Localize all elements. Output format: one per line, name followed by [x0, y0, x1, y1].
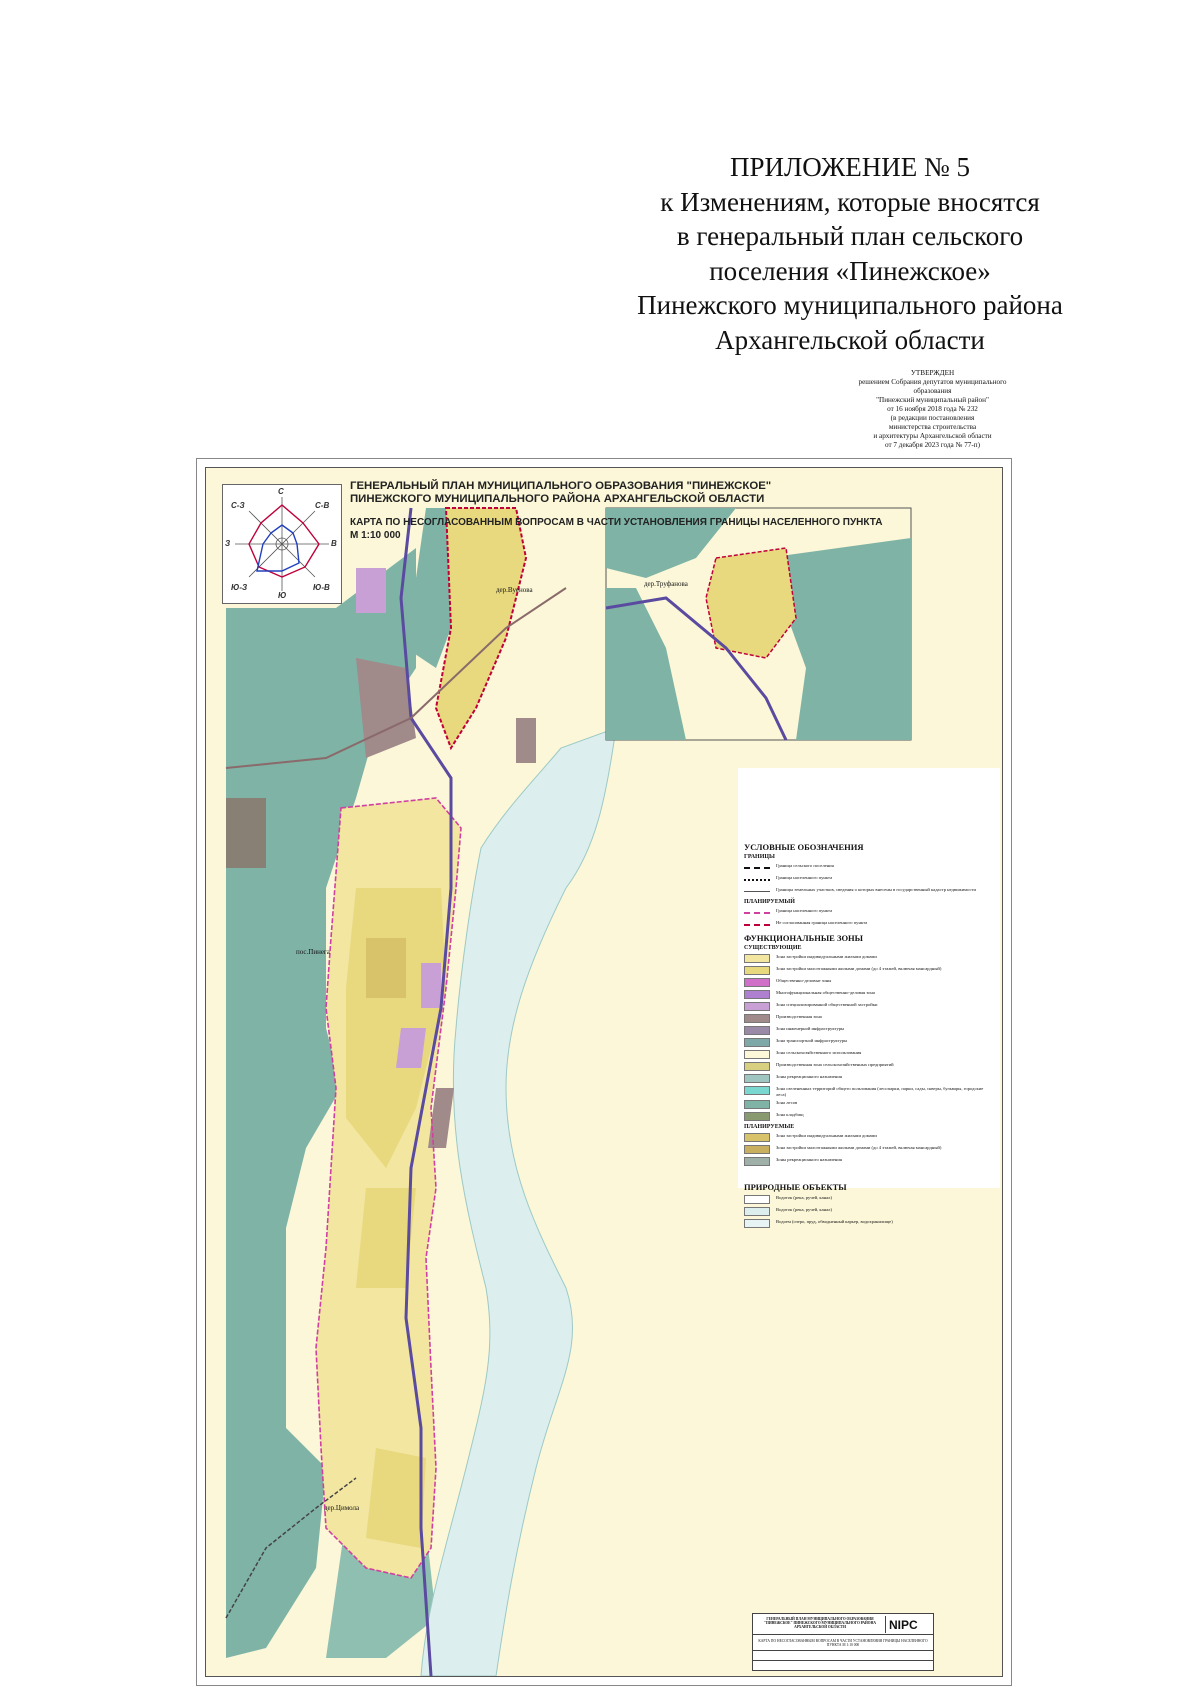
legend-label: Зона сельскохозяйственного использования — [776, 1050, 862, 1055]
compass-nw: С-З — [231, 501, 245, 510]
legend-item — [744, 1074, 994, 1083]
legend-swatch — [744, 1195, 770, 1204]
approval-line: "Пинежский муниципальный район" — [876, 396, 989, 404]
legend-nature-heading: ПРИРОДНЫЕ ОБЪЕКТЫ — [744, 1182, 847, 1192]
map-subtitle: КАРТА ПО НЕСОГЛАСОВАННЫМ ВОПРОСАМ В ЧАСТИ УСТАНОВЛЕНИЯ ГРАНИЦЫ НАСЕЛЕННОГО ПУНКТА — [350, 517, 883, 528]
legend-label: Границы земельных участков, сведения о которых внесены в государственный кадастр недвижимости — [776, 887, 976, 892]
legend-existing-heading: СУЩЕСТВУЮЩИЕ — [744, 945, 802, 951]
legend-swatch — [744, 990, 770, 999]
legend-item — [744, 1100, 994, 1109]
legend-label: Общественно-деловые зоны — [776, 978, 832, 983]
wind-rose — [222, 484, 342, 604]
legend-zones-heading: ФУНКЦИОНАЛЬНЫЕ ЗОНЫ — [744, 933, 864, 943]
legend-item — [744, 1112, 994, 1121]
compass-s: Ю — [278, 591, 287, 600]
approval-line: УТВЕРЖДЕН — [910, 369, 955, 377]
legend-item — [744, 966, 994, 975]
compass-sw: Ю-З — [231, 583, 248, 592]
legend-item — [744, 1157, 994, 1166]
legend-label: Не согласованная граница населенного пункта — [776, 920, 868, 925]
title-block-sheet-title: КАРТА ПО НЕСОГЛАСОВАННЫМ ВОПРОСАМ В ЧАСТИ УСТАНОВЛЕНИЯ ГРАНИЦЫ НАСЕЛЕННОГО ПУНКТА М 1:10 000 — [758, 1639, 928, 1648]
compass-e: В — [331, 539, 337, 548]
legend-planned-zone-list — [744, 1133, 994, 1166]
approval-note — [840, 369, 1025, 450]
legend-label: Зона озелененных территорий общего пользования (лесопарки, парки, сады, скверы, бульвары, городские леса) — [776, 1086, 984, 1097]
map-scale: М 1:10 000 — [350, 530, 401, 541]
legend-item — [744, 1219, 994, 1228]
approval-line: от 7 декабря 2023 года № 77-п) — [884, 441, 981, 449]
legend-item — [744, 875, 994, 884]
legend-heading: УСЛОВНЫЕ ОБОЗНАЧЕНИЯ — [744, 842, 864, 852]
appendix-line: поселения «Пинежское» — [709, 255, 991, 286]
compass-w: З — [225, 539, 231, 548]
map-title-line: ПИНЕЖСКОГО МУНИЦИПАЛЬНОГО РАЙОНА АРХАНГЕЛЬСКОЙ ОБЛАСТИ — [350, 493, 765, 505]
legend-zone-list — [744, 954, 994, 1121]
place-label-vyinovo: дер.Вуенова — [496, 586, 533, 594]
approval-line: (в редакции постановления — [890, 414, 975, 422]
title-block-divider — [753, 1634, 933, 1635]
public-zone-center-2 — [396, 1028, 426, 1068]
legend-line-swatch — [744, 920, 770, 929]
legend-item — [744, 1195, 994, 1204]
legend-swatch — [744, 1086, 770, 1095]
approval-line: образования — [913, 387, 952, 395]
legend-item — [744, 1002, 994, 1011]
place-label-tsimola: дер.Цимола — [324, 1504, 360, 1512]
legend-line-swatch — [744, 887, 770, 896]
legend-item — [744, 1026, 994, 1035]
appendix-line: Архангельской области — [715, 324, 985, 355]
legend-label: Зона лесов — [776, 1100, 798, 1105]
appendix-title: ПРИЛОЖЕНИЕ № 5 — [729, 152, 971, 182]
compass-se: Ю-В — [313, 583, 330, 592]
legend-swatch — [744, 954, 770, 963]
legend-bounds-heading: ГРАНИЦЫ — [744, 854, 775, 860]
map-legend — [744, 838, 994, 1231]
legend-label: Водоток (река, ручей, канал) — [776, 1207, 832, 1212]
legend-item — [744, 954, 994, 963]
compass-n: С — [278, 487, 284, 496]
industrial-zone-east — [516, 718, 536, 763]
legend-swatch — [744, 1219, 770, 1228]
legend-label: Зона кладбищ — [776, 1112, 804, 1117]
title-block-org: ГЕНЕРАЛЬНЫЙ ПЛАН МУНИЦИПАЛЬНОГО ОБРАЗОВАНИЯ "ПИНЕЖСКОЕ" ПИНЕЖСКОГО МУНИЦИПАЛЬНОГО РАЙОНА АРХАНГЕЛЬСКОЙ ОБЛАСТИ — [764, 1617, 876, 1630]
appendix-line: в генеральный план сельского — [676, 221, 1024, 251]
legend-label: Зона специализированной общественной застройки — [776, 1002, 878, 1007]
legend-swatch — [744, 966, 770, 975]
legend-swatch — [744, 978, 770, 987]
legend-swatch — [744, 1157, 770, 1166]
legend-swatch — [744, 1145, 770, 1154]
legend-swatch — [744, 1002, 770, 1011]
legend-item — [744, 1086, 994, 1097]
public-zone-center — [421, 963, 441, 1008]
title-block — [752, 1613, 934, 1671]
map-sheet — [196, 458, 1012, 1686]
legend-item — [744, 990, 994, 999]
residential-zone-tsimola — [366, 1448, 426, 1548]
place-label-trufanova: дер.Труфанова — [644, 580, 688, 588]
place-label-pinega: пос.Пинега — [296, 948, 330, 956]
legend-swatch — [744, 1026, 770, 1035]
approval-line: и архитектуры Архангельской области — [873, 432, 992, 440]
legend-label: Граница сельского поселения — [776, 863, 834, 868]
legend-nature-list — [744, 1195, 994, 1228]
legend-swatch — [744, 1207, 770, 1216]
legend-label: Производственная зона сельскохозяйственных предприятий — [776, 1062, 894, 1067]
legend-swatch — [744, 1074, 770, 1083]
mixed-zone-center — [366, 938, 406, 998]
legend-line-swatch — [744, 863, 770, 872]
legend-planned-zones-heading: ПЛАНИРУЕМЫЕ — [744, 1124, 795, 1130]
legend-label: Производственная зона — [776, 1014, 822, 1019]
title-block-divider — [753, 1660, 933, 1661]
legend-line-swatch — [744, 908, 770, 917]
appendix-line: к Изменениям, которые вносятся — [660, 186, 1040, 217]
legend-item — [744, 920, 994, 929]
legend-label: Зона застройки индивидуальными жилыми домами — [776, 954, 877, 959]
legend-label: Зоны рекреационного назначения — [776, 1157, 842, 1162]
legend-swatch — [744, 1133, 770, 1142]
nipc-logo-text: NIPC — [889, 1618, 918, 1632]
legend-planned-heading: ПЛАНИРУЕМЫЙ — [744, 899, 795, 905]
legend-label: Граница населенного пункта — [776, 908, 833, 913]
map-frame — [205, 467, 1003, 1677]
legend-item — [744, 1207, 994, 1216]
legend-label: Многофункциональная общественно-деловая зона — [776, 990, 875, 995]
legend-swatch — [744, 1038, 770, 1047]
appendix-heading — [600, 150, 1100, 357]
map-title-line: ГЕНЕРАЛЬНЫЙ ПЛАН МУНИЦИПАЛЬНОГО ОБРАЗОВАНИЯ "ПИНЕЖСКОЕ" — [350, 480, 772, 492]
legend-item — [744, 978, 994, 987]
appendix-line: Пинежского муниципального района — [637, 290, 1063, 320]
legend-item — [744, 1038, 994, 1047]
legend-item — [744, 1133, 994, 1142]
legend-item — [744, 1050, 994, 1059]
nipc-logo — [885, 1616, 930, 1633]
legend-label: Зона транспортной инфраструктуры — [776, 1038, 848, 1043]
legend-swatch — [744, 1050, 770, 1059]
legend-swatch — [744, 1100, 770, 1109]
legend-swatch — [744, 1014, 770, 1023]
approval-line: министерства строительства — [888, 423, 977, 431]
nipc-logo-icon — [886, 1616, 930, 1633]
legend-label: Зона застройки малоэтажными жилыми домами (до 4 этажей, включая мансардный) — [776, 966, 942, 971]
industrial-zone-west — [226, 798, 266, 868]
approval-line: решением Собрания депутатов муниципального — [858, 378, 1007, 386]
legend-swatch — [744, 1062, 770, 1071]
legend-label: Зоны рекреационного назначения — [776, 1074, 842, 1079]
legend-label: Водоток (река, ручей, канал) — [776, 1195, 832, 1200]
legend-swatch — [744, 1112, 770, 1121]
approval-line: от 16 ноября 2018 года № 232 — [887, 405, 978, 413]
public-zone-north — [356, 568, 386, 613]
legend-item — [744, 1014, 994, 1023]
map-title — [350, 480, 882, 542]
legend-line-swatch — [744, 875, 770, 884]
legend-label: Зона инженерной инфраструктуры — [776, 1026, 845, 1031]
legend-item — [744, 1145, 994, 1154]
legend-item — [744, 1062, 994, 1071]
legend-label: Водоем (озеро, пруд, обводненный карьер, водохранилище) — [776, 1219, 893, 1224]
legend-item — [744, 863, 994, 872]
title-block-divider — [753, 1650, 933, 1651]
legend-label: Зона застройки малоэтажными жилыми домами (до 4 этажей, включая мансардный) — [776, 1145, 942, 1150]
compass-ne: С-В — [315, 501, 330, 510]
legend-item — [744, 887, 994, 896]
legend-label: Граница населенного пункта — [776, 875, 833, 880]
legend-label: Зона застройки индивидуальными жилыми домами — [776, 1133, 877, 1138]
legend-item — [744, 908, 994, 917]
